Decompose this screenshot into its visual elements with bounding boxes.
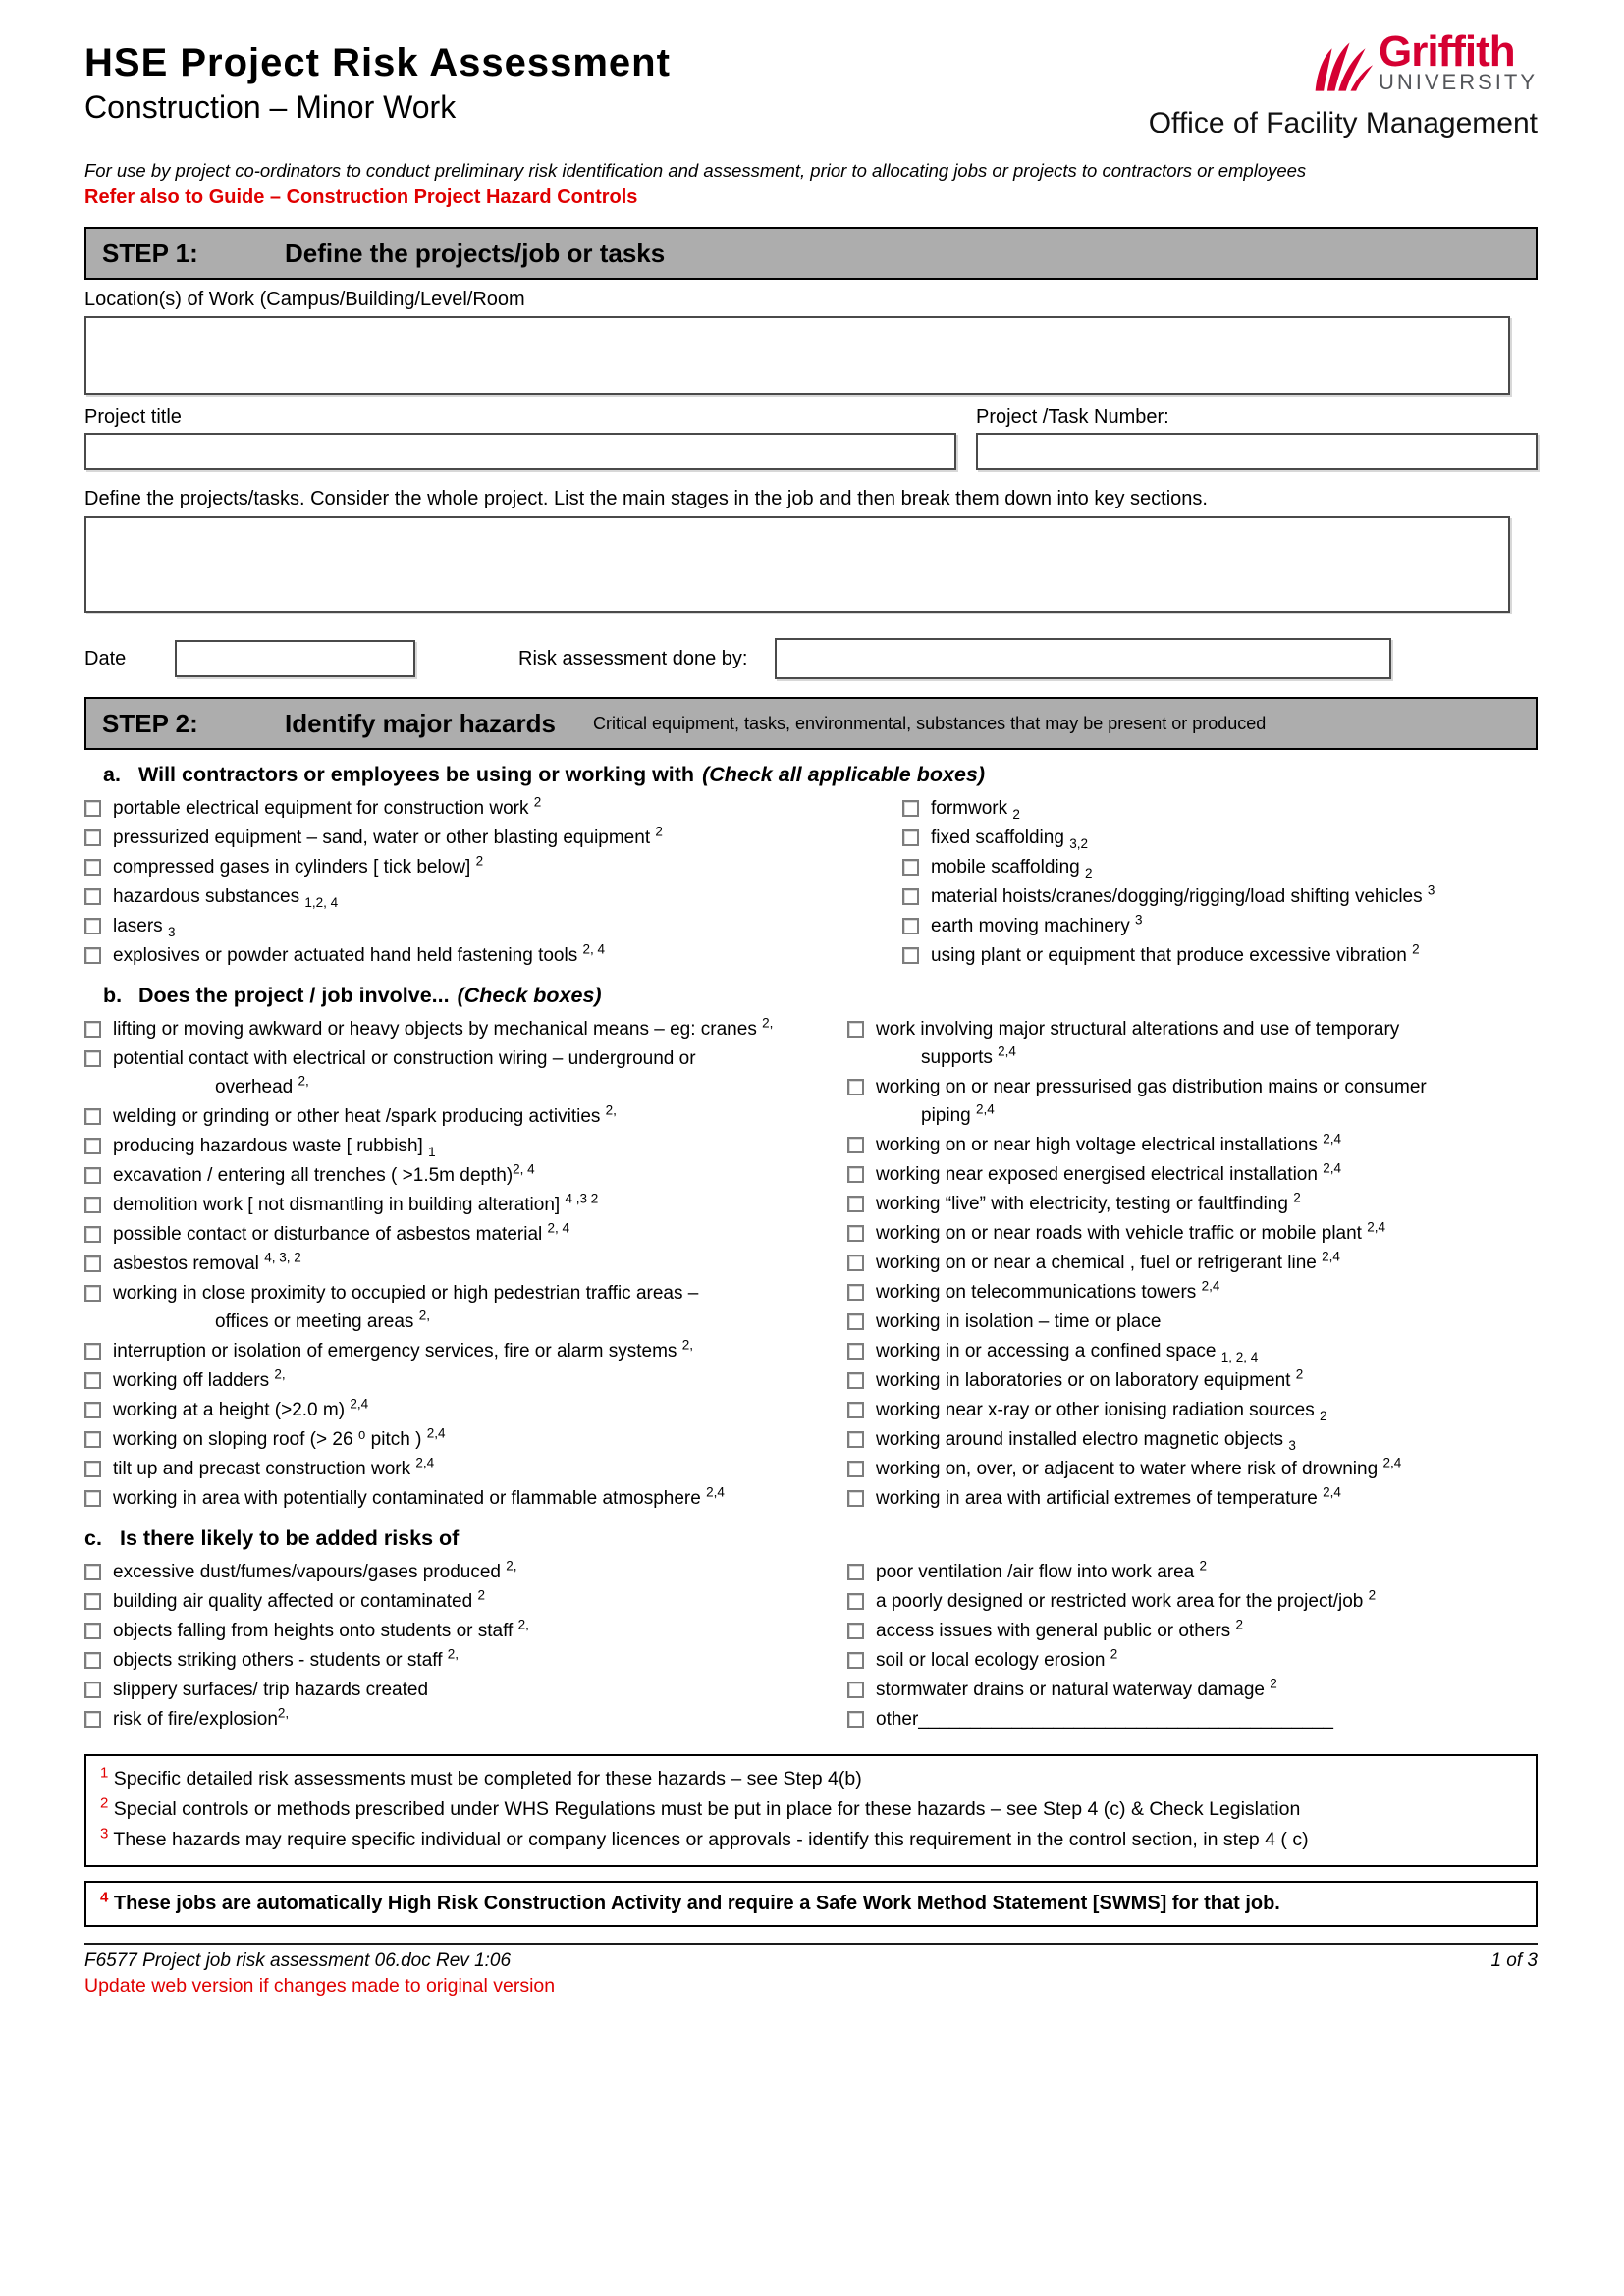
checklist-item [84,1366,847,1395]
section-a-checklist [84,794,1538,971]
date-input[interactable] [175,640,415,677]
hazard-note-marker: 3 [1135,913,1143,929]
hazard-note-marker: 4 ,3 2 [565,1192,599,1207]
checklist-item-label: work involving major structural alterations and use of temporary supports $^{2,4}$ [876,1019,1400,1069]
checklist-item [84,1191,847,1219]
swms-note-text: These jobs are automatically High Risk Construction Activity and require a Safe Work Method Statement [SWMS] for that job. [113,1893,1280,1915]
header-titles [84,33,671,126]
checklist-item-label: working on or near a chemical , fuel or refrigerant line $^{2,4}$ [876,1250,1340,1274]
done-by-label: Risk assessment done by: [518,647,748,669]
checklist-item [902,882,1538,911]
hazard-note-marker: 2, [418,1308,430,1324]
hazard-note-marker: 2, [277,1706,290,1722]
hazard-note-marker: 2,4 [1323,1161,1341,1177]
checklist-item-label: building air quality affected or contaminated $^2$ [113,1588,485,1613]
hazard-note-marker: 1,2, 4 [304,895,339,911]
checklist-item [847,1190,1538,1218]
checklist-item [847,1676,1538,1704]
hazard-note-marker: 3 [167,925,176,940]
section-b-heading-text: Does the project / job involve... [138,984,450,1008]
checklist-item [847,1484,1538,1513]
checklist-item [84,1455,847,1483]
checklist-item [84,1102,847,1131]
footer-doc-ref: F6577 Project job risk assessment 06.doc Rev 1:06 [84,1950,512,1972]
checklist-item [902,794,1538,823]
checklist-item [84,1161,847,1190]
hazard-checkbox[interactable] [847,1372,864,1389]
checklist-item-label: working on, over, or adjacent to water where risk of drowning $^{2,4}$ [876,1456,1402,1480]
hazard-note-marker: 2 [1110,1647,1118,1663]
checklist-item-label: working in laboratories or on laboratory equipment $^2$ [876,1367,1304,1392]
hazard-note-marker: 2, [298,1074,309,1090]
hazard-note-marker: 2 [1012,807,1020,823]
checklist-item-label: welding or grinding or other heat /spark producing activities $^{2,}$ [113,1103,617,1128]
checklist-item [847,1015,1538,1072]
checklist-item [847,1160,1538,1189]
step2-label: STEP 2: [102,708,198,738]
hazard-checkbox[interactable] [84,1138,101,1154]
project-number-label: Project /Task Number: [976,406,1169,429]
hazard-checkbox[interactable] [847,1461,864,1477]
hazard-note-marker: 2, 4 [513,1162,535,1178]
footer [84,1943,1538,1998]
checklist-item-label: other________________________________________ [876,1709,1333,1731]
checklist-item [84,1396,847,1424]
checklist-item-label: explosives or powder actuated hand held fastening tools $^{2, 4}$ [113,942,606,967]
checklist-item [84,912,902,940]
checklist-item [84,941,902,970]
footnote-line: $^3$ These hazards may require specific individual or company licences or approvals - identify this requirement in the control section, in step 4 ( c) [100,1825,1309,1851]
checklist-item-label: potential contact with electrical or construction wiring – underground or overhead $^{2,}$ [113,1048,696,1098]
checklist-item [84,1484,847,1513]
checklist-item [84,824,902,852]
footer-page-number: 1 of 3 [1490,1950,1538,1972]
hazard-note-marker: 3 [1427,883,1435,899]
checklist-item [84,1617,847,1645]
date-label: Date [84,647,127,669]
hazard-checkbox[interactable] [84,1050,101,1067]
section-b-right-column [847,1015,1538,1514]
checklist-item-label: formwork $_2$ [931,798,1020,823]
hazard-checkbox[interactable] [84,1623,101,1639]
hazard-note-marker: 2 [533,795,542,811]
checklist-item-label: pressurized equipment – sand, water or other blasting equipment $^2$ [113,825,663,849]
checklist-item [84,1337,847,1365]
checklist-item [84,1646,847,1675]
hazard-note-marker: 2,4 [415,1456,435,1471]
checklist-item-label: working in or accessing a confined space $_{1, 2, 4}$ [876,1341,1259,1365]
section-a-heading-text: Will contractors or employees be using or working with [138,763,695,787]
checklist-item-label: fixed scaffolding $_{3,2}$ [931,828,1088,852]
hazard-checkbox[interactable] [847,1137,864,1153]
checklist-item-label: using plant or equipment that produce excessive vibration $^2$ [931,942,1420,967]
checklist-item-label: earth moving machinery $^3$ [931,913,1143,937]
hazard-checkbox[interactable] [847,1490,864,1507]
page-subtitle: Construction – Minor Work [84,89,457,125]
hazard-note-marker: 2,4 [706,1485,725,1501]
hazard-checkbox[interactable] [84,1226,101,1243]
checklist-item-label: working in area with potentially contaminated or flammable atmosphere $^{2,4}$ [113,1485,725,1510]
hazard-note-marker: 2, [605,1103,617,1119]
hazard-note-marker: 2, [517,1618,529,1633]
hazard-note-marker: 2,4 [998,1044,1016,1060]
checklist-item [84,853,902,881]
footnote-number: 1 [100,1764,109,1782]
checklist-item [847,1425,1538,1454]
hazard-checkbox[interactable] [84,859,101,876]
swms-note-box [84,1881,1538,1927]
done-by-input[interactable] [775,638,1391,679]
hazard-checkbox[interactable] [847,1313,864,1330]
hazard-note-marker: 2, [506,1559,517,1575]
step1-title: Define the projects/job or tasks [285,238,666,268]
hazard-note-marker: 2,4 [976,1102,995,1118]
section-c-checklist [84,1558,1538,1735]
hazard-checkbox[interactable] [84,1490,101,1507]
hazard-note-marker: 2 [475,854,484,870]
swms-footnote-number: 4 [100,1889,109,1906]
checklist-item-label: working in isolation – time or place [876,1311,1162,1333]
checklist-item [84,794,902,823]
checklist-item [847,1366,1538,1395]
hazard-checkbox[interactable] [84,1564,101,1580]
checklist-item [847,1337,1538,1365]
hazard-note-marker: 2, [762,1016,774,1032]
hazard-checkbox[interactable] [84,1652,101,1669]
hazard-checkbox[interactable] [84,829,101,846]
checklist-item-label: working on or near roads with vehicle traffic or mobile plant $^{2,4}$ [876,1220,1386,1245]
hazard-checkbox[interactable] [902,800,919,817]
hazard-checkbox[interactable] [84,918,101,934]
checklist-item [847,1646,1538,1675]
hazard-note-marker: 2 [1085,866,1093,881]
hazard-checkbox[interactable] [84,1255,101,1272]
hazard-checkbox[interactable] [847,1196,864,1212]
hazard-note-marker: 2, [274,1367,286,1383]
hazard-checkbox[interactable] [84,1682,101,1698]
hazard-note-marker: 2, 4 [582,942,606,958]
hazard-note-marker: 2 [1295,1367,1304,1383]
checklist-item-label: working near x-ray or other ionising radiation sources $_2$ [876,1400,1327,1424]
checklist-item [84,1279,847,1336]
checklist-item [84,1425,847,1454]
logo-wordmark [1378,27,1538,95]
header [84,27,1538,140]
checklist-item [902,912,1538,940]
footnote-number: 2 [100,1794,109,1812]
hazard-checkbox[interactable] [847,1711,864,1728]
hazard-checkbox[interactable] [847,1682,864,1698]
checklist-item [847,1249,1538,1277]
footnote-number: 3 [100,1825,109,1842]
hazard-checkbox[interactable] [847,1343,864,1360]
hazard-checkbox[interactable] [84,1343,101,1360]
footer-warning: Update web version if changes made to original version [84,1975,556,1998]
checklist-item-label: producing hazardous waste [ rubbish] $_1$ [113,1136,436,1160]
checklist-item-label: working on telecommunications towers $^{2,4}$ [876,1279,1220,1304]
griffith-logo [1149,27,1538,95]
footnotes-box [84,1754,1538,1867]
hazard-checkbox[interactable] [84,1197,101,1213]
checklist-item-label: demolition work [ not dismantling in building alteration] $^{4 ,3 2}$ [113,1192,599,1216]
logo-brand-text: Griffith [1378,27,1515,76]
office-title: Office of Facility Management [1148,107,1538,140]
checklist-item-label: working on or near high voltage electrical installations $^{2,4}$ [876,1132,1341,1156]
checklist-item-label: compressed gases in cylinders [ tick below] $^2$ [113,854,484,879]
hazard-checkbox[interactable] [84,947,101,964]
checklist-item [84,882,902,911]
hazard-note-marker: 2 [1412,942,1420,958]
hazard-note-marker: 1, 2, 4 [1220,1350,1259,1365]
section-b-letter: b. [103,984,123,1008]
hazard-checkbox[interactable] [84,1431,101,1448]
project-title-input[interactable] [84,433,956,470]
checklist-item-label: working on or near pressurised gas distribution mains or consumer piping $^{2,4}$ [876,1077,1427,1127]
checklist-item [84,1705,847,1734]
footnote-line: $^1$ Specific detailed risk assessments must be completed for these hazards – see Step 4(b) [100,1764,862,1790]
guide-reference: Refer also to Guide – Construction Project Hazard Controls [84,187,638,209]
hazard-note-marker: 2,4 [1201,1279,1220,1295]
section-c-right-column [847,1558,1538,1735]
hazard-checkbox[interactable] [84,888,101,905]
checklist-item-label: tilt up and precast construction work $^{2,4}$ [113,1456,435,1480]
section-b-left-column [84,1015,847,1514]
hazard-checkbox[interactable] [84,1402,101,1418]
hazard-checkbox[interactable] [84,1372,101,1389]
checklist-item-label: hazardous substances $_{1,2, 4}$ [113,886,339,911]
intro-text: For use by project co-ordinators to conduct preliminary risk identification and assessment, prior to allocating jobs or projects to contractors or employees [84,160,1307,182]
section-b-checklist [84,1015,1538,1514]
hazard-note-marker: 2,4 [350,1397,369,1413]
define-tasks-input[interactable] [84,516,1510,613]
hazard-checkbox[interactable] [84,1167,101,1184]
checklist-item [902,824,1538,852]
hazard-note-marker: 2,4 [1323,1132,1341,1148]
checklist-item-label: interruption or isolation of emergency services, fire or alarm systems $^{2,}$ [113,1338,693,1362]
hazard-checkbox[interactable] [847,1255,864,1271]
hazard-note-marker: 3 [1288,1438,1296,1454]
checklist-item-label: objects striking others - students or staff $^{2,}$ [113,1647,460,1672]
checklist-item-label: lasers $_3$ [113,916,176,940]
hazard-note-marker: 2, 4 [547,1221,570,1237]
hazard-checkbox[interactable] [847,1431,864,1448]
checklist-item-label: excessive dust/fumes/vapours/gases produced $^{2,}$ [113,1559,517,1583]
page-title: HSE Project Risk Assessment [84,41,671,84]
hazard-note-marker: 2,4 [426,1426,446,1442]
checklist-item [847,1396,1538,1424]
checklist-item [84,1220,847,1249]
hazard-note-marker: 2, [681,1338,693,1354]
hazard-checkbox[interactable] [902,918,919,934]
checklist-item [847,1617,1538,1645]
hazard-checkbox[interactable] [847,1079,864,1095]
checklist-item-label: slippery surfaces/ trip hazards created [113,1680,429,1701]
checklist-item-label: possible contact or disturbance of asbestos material $^{2, 4}$ [113,1221,570,1246]
checklist-item [847,1558,1538,1586]
project-number-input[interactable] [976,433,1538,470]
footer-row [84,1950,1538,1972]
hazard-checkbox[interactable] [847,1593,864,1610]
hazard-checkbox[interactable] [84,1711,101,1728]
hazard-checkbox[interactable] [847,1225,864,1242]
project-labels-row [84,406,1538,429]
checklist-item-label: asbestos removal $^{4, 3, 2}$ [113,1251,301,1275]
checklist-item-label: working on sloping roof (> 26 ⁰ pitch ) $^{2,4}$ [113,1426,446,1451]
checklist-item [84,1676,847,1704]
checklist-item [847,1219,1538,1248]
checklist-item [847,1131,1538,1159]
hazard-note-marker: 2,4 [1367,1220,1386,1236]
section-b-heading-note: (Check boxes) [457,984,602,1008]
checklist-item [847,1587,1538,1616]
hazard-note-marker: 2 [655,825,663,840]
hazard-checkbox[interactable] [902,859,919,876]
checklist-item-label: a poorly designed or restricted work area for the project/job $^2$ [876,1588,1377,1613]
step2-header-bar [84,697,1538,750]
checklist-item-label: working in area with artificial extremes of temperature $^{2,4}$ [876,1485,1341,1510]
checklist-item [847,1308,1538,1336]
step1-header-bar [84,227,1538,280]
hazard-checkbox[interactable] [847,1021,864,1038]
section-a-heading-note: (Check all applicable boxes) [702,763,986,787]
griffith-logo-icon [1310,40,1375,95]
checklist-item-label: working at a height (>2.0 m) $^{2,4}$ [113,1397,369,1421]
checklist-item-label: access issues with general public or others $^2$ [876,1618,1243,1642]
hazard-checkbox[interactable] [847,1402,864,1418]
hazard-checkbox[interactable] [84,1108,101,1125]
header-branding [1148,27,1538,140]
checklist-item [84,1587,847,1616]
logo-university-text: UNIVERSITY [1378,70,1538,95]
project-inputs-row [84,433,1538,470]
checklist-item [84,1044,847,1101]
project-title-label: Project title [84,406,182,429]
hazard-checkbox[interactable] [84,1593,101,1610]
location-input[interactable] [84,316,1510,395]
step1-label: STEP 1: [102,238,198,268]
hazard-checkbox[interactable] [84,1021,101,1038]
hazard-checkbox[interactable] [84,1461,101,1477]
checklist-item-label: stormwater drains or natural waterway damage $^2$ [876,1677,1277,1701]
hazard-note-marker: 4, 3, 2 [264,1251,301,1266]
checklist-item [902,941,1538,970]
step2-title: Identify major hazards [285,708,556,738]
checklist-item [84,1015,847,1043]
checklist-item-label: risk of fire/explosion$^{2,}$ [113,1706,290,1731]
checklist-item [84,1132,847,1160]
section-a-left-column [84,794,902,971]
checklist-item-label: poor ventilation /air flow into work area $^2$ [876,1559,1208,1583]
checklist-item-label: excavation / entering all trenches ( >1.5m depth)$^{2, 4}$ [113,1162,535,1187]
date-row [84,638,1538,679]
hazard-note-marker: 2 [1235,1618,1243,1633]
hazard-note-marker: 2 [477,1588,485,1604]
define-tasks-label: Define the projects/tasks. Consider the whole project. List the main stages in the job and then break them down into key sections. [84,488,1208,510]
checklist-item-label: soil or local ecology erosion $^2$ [876,1647,1118,1672]
hazard-note-marker: 2 [1293,1191,1301,1206]
hazard-checkbox[interactable] [847,1564,864,1580]
checklist-item-label: working in close proximity to occupied or high pedestrian traffic areas – offices or meeting areas $^{2,}$ [113,1283,699,1333]
section-c-letter: c. [84,1526,102,1551]
hazard-note-marker: 2,4 [1322,1250,1340,1265]
hazard-checkbox[interactable] [847,1166,864,1183]
section-b-heading [103,984,1538,1008]
hazard-note-marker: 2 [1270,1677,1277,1692]
checklist-item [847,1455,1538,1483]
checklist-item-label: objects falling from heights onto students or staff $^{2,}$ [113,1618,529,1642]
checklist-item-label: lifting or moving awkward or heavy objects by mechanical means – eg: cranes $^{2,}$ [113,1016,774,1041]
checklist-item-label: working “live” with electricity, testing or faultfinding $^2$ [876,1191,1301,1215]
hazard-checkbox[interactable] [902,829,919,846]
hazard-checkbox[interactable] [902,947,919,964]
checklist-item-label: portable electrical equipment for construction work $^2$ [113,795,542,820]
section-c-left-column [84,1558,847,1735]
step2-note: Critical equipment, tasks, environmental, substances that may be present or produced [592,713,1267,733]
hazard-note-marker: 1 [428,1145,436,1160]
hazard-checkbox[interactable] [847,1284,864,1301]
checklist-item-label: material hoists/cranes/dogging/rigging/load shifting vehicles $^3$ [931,883,1435,908]
hazard-checkbox[interactable] [847,1652,864,1669]
checklist-item-label: working near exposed energised electrical installation $^{2,4}$ [876,1161,1341,1186]
hazard-note-marker: 2, [447,1647,460,1663]
checklist-item [84,1250,847,1278]
section-a-letter: a. [103,763,121,787]
hazard-checkbox[interactable] [84,800,101,817]
checklist-item [847,1705,1538,1734]
checklist-item [847,1073,1538,1130]
hazard-note-marker: 2 [1320,1409,1327,1424]
location-label: Location(s) of Work (Campus/Building/Level/Room [84,289,525,311]
hazard-checkbox[interactable] [902,888,919,905]
checklist-item-label: working around installed electro magnetic objects $_3$ [876,1429,1296,1454]
section-c-heading-text: Is there likely to be added risks of [120,1526,460,1551]
checklist-item [847,1278,1538,1307]
hazard-note-marker: 2 [1199,1559,1208,1575]
hazard-note-marker: 2 [1368,1588,1377,1604]
section-c-heading [84,1526,1538,1551]
hazard-note-marker: 2,4 [1323,1485,1341,1501]
footnote-line: $^2$ Special controls or methods prescribed under WHS Regulations must be put in place for these hazards – see Step 4 (c) & Check Legislation [100,1794,1301,1821]
hazard-note-marker: 3,2 [1069,836,1088,852]
checklist-item-label: mobile scaffolding $_2$ [931,857,1093,881]
hazard-checkbox[interactable] [84,1285,101,1302]
checklist-item [902,853,1538,881]
section-a-right-column [902,794,1538,971]
hazard-note-marker: 2,4 [1382,1456,1402,1471]
hazard-checkbox[interactable] [847,1623,864,1639]
section-a-heading [103,763,1538,787]
checklist-item-label: working off ladders $^{2,}$ [113,1367,286,1392]
checklist-item [84,1558,847,1586]
